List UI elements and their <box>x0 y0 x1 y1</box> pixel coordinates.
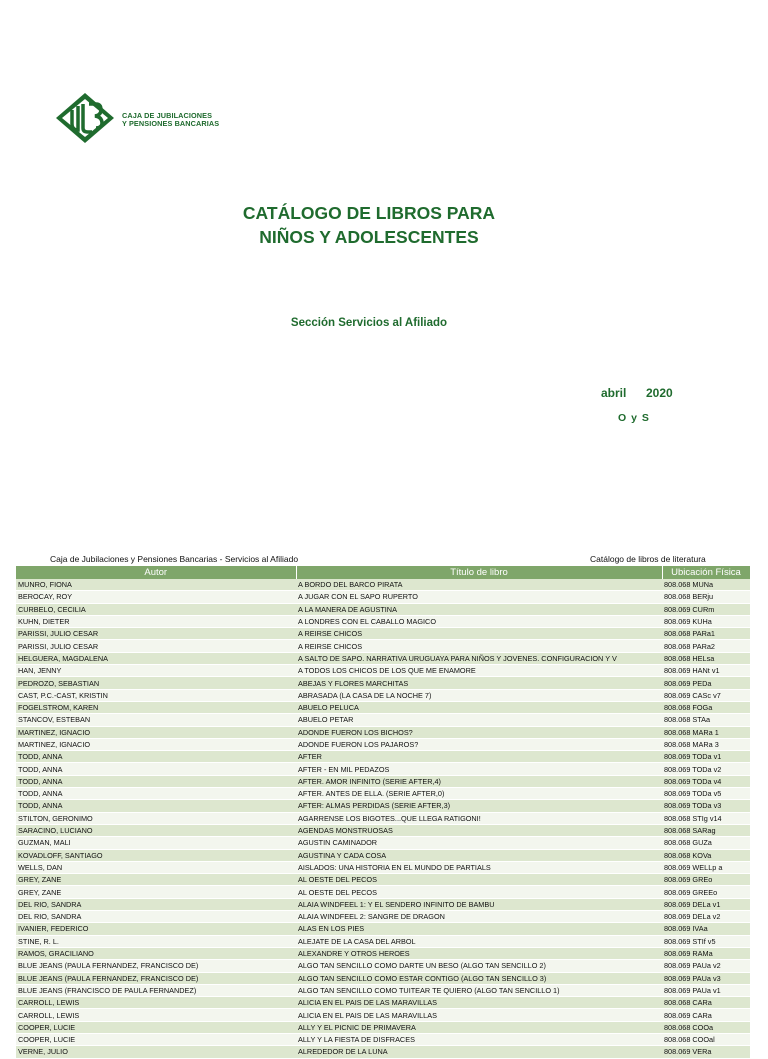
author-cell: STILTON, GERONIMO <box>16 812 296 824</box>
page-title-line1: CATÁLOGO DE LIBROS PARA <box>242 203 496 223</box>
location-cell: 808.068 COOa <box>662 1021 750 1033</box>
author-cell: HELGUERA, MAGDALENA <box>16 652 296 664</box>
title-cell: A BORDO DEL BARCO PIRATA <box>296 579 662 591</box>
author-cell: TODD, ANNA <box>16 788 296 800</box>
location-cell: 808.069 GREEo <box>662 886 750 898</box>
title-cell: AFTER: ALMAS PERDIDAS (SERIE AFTER,3) <box>296 800 662 812</box>
author-cell: IVANIER, FEDERICO <box>16 923 296 935</box>
page-title-line2: NIÑOS Y ADOLESCENTES <box>259 227 479 247</box>
author-cell: PARISSI, JULIO CESAR <box>16 628 296 640</box>
location-cell: 808.068 MUNa <box>662 579 750 591</box>
location-cell: 808.068 BERju <box>662 591 750 603</box>
table-row <box>16 652 750 664</box>
location-cell: 808.069 IVAa <box>662 923 750 935</box>
title-cell: A JUGAR CON EL SAPO RUPERTO <box>296 591 662 603</box>
logo-text-line1: CAJA DE JUBILACIONES <box>122 111 213 120</box>
table-row <box>16 701 750 713</box>
column-header-ubicacion: Ubicación Física <box>662 566 750 579</box>
column-header-titulo: Título de libro <box>296 566 662 579</box>
oys-label: O y S <box>618 412 650 424</box>
title-cell: ALAS EN LOS PIES <box>296 923 662 935</box>
title-cell: ALLY Y LA FIESTA DE DISFRACES <box>296 1033 662 1045</box>
title-cell: A REIRSE CHICOS <box>296 628 662 640</box>
title-cell: A SALTO DE SAPO. NARRATIVA URUGUAYA PARA NIÑOS Y JOVENES. CONFIGURACION Y V <box>296 652 662 664</box>
title-cell: AISLADOS: UNA HISTORIA EN EL MUNDO DE PARTIALS <box>296 861 662 873</box>
author-cell: HAN, JENNY <box>16 665 296 677</box>
title-cell: AGENDAS MONSTRUOSAS <box>296 824 662 836</box>
title-cell: AL OESTE DEL PECOS <box>296 886 662 898</box>
table-row <box>16 763 750 775</box>
author-cell: VERNE, JULIO <box>16 1046 296 1058</box>
title-cell: AFTER <box>296 751 662 763</box>
author-cell: BLUE JEANS (PAULA FERNANDEZ, FRANCISCO DE) <box>16 960 296 972</box>
table-row <box>16 960 750 972</box>
author-cell: GREY, ZANE <box>16 874 296 886</box>
location-cell: 808.068 COOal <box>662 1033 750 1045</box>
title-cell: ABUELO PELUCA <box>296 701 662 713</box>
title-cell: AGUSTINA Y CADA COSA <box>296 849 662 861</box>
table-row <box>16 788 750 800</box>
author-cell: FOGELSTROM, KAREN <box>16 701 296 713</box>
location-cell: 808.068 PARa2 <box>662 640 750 652</box>
catalog-table <box>16 566 751 1059</box>
table-row <box>16 812 750 824</box>
table-row <box>16 640 750 652</box>
author-cell: CARROLL, LEWIS <box>16 1009 296 1021</box>
location-cell: 808.069 STIf v5 <box>662 935 750 947</box>
cjpb-logo-icon <box>54 92 116 144</box>
author-cell: KOVADLOFF, SANTIAGO <box>16 849 296 861</box>
table-row <box>16 751 750 763</box>
title-cell: A LONDRES CON EL CABALLO MAGICO <box>296 615 662 627</box>
table-row <box>16 837 750 849</box>
title-cell: A REIRSE CHICOS <box>296 640 662 652</box>
title-cell: AFTER. AMOR INFINITO (SERIE AFTER,4) <box>296 775 662 787</box>
table-row <box>16 1021 750 1033</box>
table-row <box>16 628 750 640</box>
location-cell: 808.069 TODa v1 <box>662 751 750 763</box>
page-header-right: Catálogo de libros de literatura <box>590 554 706 564</box>
location-cell: 808.069 DELa v2 <box>662 911 750 923</box>
table-row <box>16 800 750 812</box>
table-row <box>16 861 750 873</box>
title-cell: ABEJAS Y FLORES MARCHITAS <box>296 677 662 689</box>
table-row <box>16 1033 750 1045</box>
author-cell: BEROCAY, ROY <box>16 591 296 603</box>
table-row <box>16 984 750 996</box>
table-row <box>16 911 750 923</box>
title-cell: ALAIA WINDFEEL 1: Y EL SENDERO INFINITO DE BAMBU <box>296 898 662 910</box>
section-subtitle: Sección Servicios al Afiliado <box>290 317 448 329</box>
author-cell: MARTINEZ, IGNACIO <box>16 738 296 750</box>
table-row <box>16 714 750 726</box>
location-cell: 808.069 PEDa <box>662 677 750 689</box>
location-cell: 808.069 PAUa v2 <box>662 960 750 972</box>
author-cell: KUHN, DIETER <box>16 615 296 627</box>
title-cell: ALICIA EN EL PAIS DE LAS MARAVILLAS <box>296 1009 662 1021</box>
location-cell: 808.068 PARa1 <box>662 628 750 640</box>
location-cell: 808.069 WELLp a <box>662 861 750 873</box>
author-cell: PEDROZO, SEBASTIAN <box>16 677 296 689</box>
location-cell: 808.068 HELsa <box>662 652 750 664</box>
table-row <box>16 886 750 898</box>
location-cell: 808.068 CARa <box>662 997 750 1009</box>
location-cell: 808.069 DELa v1 <box>662 898 750 910</box>
location-cell: 808.069 CURm <box>662 603 750 615</box>
table-row <box>16 972 750 984</box>
location-cell: 808.068 GUZa <box>662 837 750 849</box>
logo <box>54 92 224 144</box>
table-row <box>16 874 750 886</box>
title-cell: ALGO TAN SENCILLO COMO DARTE UN BESO (ALGO TAN SENCILLO 2) <box>296 960 662 972</box>
location-cell: 808.068 SARag <box>662 824 750 836</box>
location-cell: 808.069 PAUa v3 <box>662 972 750 984</box>
location-cell: 808.069 TODa v2 <box>662 763 750 775</box>
location-cell: 808.068 STIg v14 <box>662 812 750 824</box>
author-cell: WELLS, DAN <box>16 861 296 873</box>
author-cell: STINE, R. L. <box>16 935 296 947</box>
title-cell: ALEJATE DE LA CASA DEL ARBOL <box>296 935 662 947</box>
author-cell: BLUE JEANS (PAULA FERNANDEZ, FRANCISCO DE) <box>16 972 296 984</box>
author-cell: CARROLL, LEWIS <box>16 997 296 1009</box>
author-cell: GREY, ZANE <box>16 886 296 898</box>
title-cell: ABUELO PETAR <box>296 714 662 726</box>
title-cell: ALGO TAN SENCILLO COMO TUITEAR TE QUIERO (ALGO TAN SENCILLO 1) <box>296 984 662 996</box>
location-cell: 808.069 CASc v7 <box>662 689 750 701</box>
page-header-left: Caja de Jubilaciones y Pensiones Bancarias - Servicios al Afiliado <box>50 554 299 564</box>
table-row <box>16 935 750 947</box>
table-row <box>16 603 750 615</box>
author-cell: TODD, ANNA <box>16 751 296 763</box>
location-cell: 808.069 CARa <box>662 1009 750 1021</box>
location-cell: 808.069 VERa <box>662 1046 750 1058</box>
table-row <box>16 665 750 677</box>
location-cell: 808.069 TODa v5 <box>662 788 750 800</box>
author-cell: SARACINO, LUCIANO <box>16 824 296 836</box>
table-row <box>16 579 750 591</box>
author-cell: COOPER, LUCIE <box>16 1021 296 1033</box>
location-cell: 808.069 GREo <box>662 874 750 886</box>
location-cell: 808.068 MARa 1 <box>662 726 750 738</box>
author-cell: DEL RIO, SANDRA <box>16 911 296 923</box>
title-cell: ALREDEDOR DE LA LUNA <box>296 1046 662 1058</box>
date-year: 2020 <box>646 386 673 400</box>
author-cell: TODD, ANNA <box>16 775 296 787</box>
title-cell: A LA MANERA DE AGUSTINA <box>296 603 662 615</box>
title-cell: ALAIA WINDFEEL 2: SANGRE DE DRAGON <box>296 911 662 923</box>
title-cell: ALICIA EN EL PAIS DE LAS MARAVILLAS <box>296 997 662 1009</box>
author-cell: GUZMAN, MALI <box>16 837 296 849</box>
table-row <box>16 898 750 910</box>
title-cell: ALEXANDRE Y OTROS HEROES <box>296 947 662 959</box>
table-row <box>16 1009 750 1021</box>
title-cell: AGARRENSE LOS BIGOTES...QUE LLEGA RATIGONI! <box>296 812 662 824</box>
table-row <box>16 849 750 861</box>
table-row <box>16 824 750 836</box>
table-row <box>16 677 750 689</box>
title-cell: ADONDE FUERON LOS BICHOS? <box>296 726 662 738</box>
author-cell: BLUE JEANS (FRANCISCO DE PAULA FERNANDEZ) <box>16 984 296 996</box>
title-cell: AFTER - EN MIL PEDAZOS <box>296 763 662 775</box>
location-cell: 808.068 STAa <box>662 714 750 726</box>
location-cell: 808.069 RAMa <box>662 947 750 959</box>
date-month: abril <box>601 386 627 400</box>
location-cell: 808.068 FOGa <box>662 701 750 713</box>
table-row <box>16 923 750 935</box>
table-row <box>16 738 750 750</box>
location-cell: 808.069 HANt v1 <box>662 665 750 677</box>
title-cell: AFTER. ANTES DE ELLA. (SERIE AFTER,0) <box>296 788 662 800</box>
author-cell: RAMOS, GRACILIANO <box>16 947 296 959</box>
author-cell: CAST, P.C.-CAST, KRISTIN <box>16 689 296 701</box>
table-row <box>16 997 750 1009</box>
location-cell: 808.068 MARa 3 <box>662 738 750 750</box>
table-row <box>16 689 750 701</box>
title-cell: ABRASADA (LA CASA DE LA NOCHE 7) <box>296 689 662 701</box>
table-row <box>16 591 750 603</box>
author-cell: MARTINEZ, IGNACIO <box>16 726 296 738</box>
table-row <box>16 615 750 627</box>
author-cell: MUNRO, FIONA <box>16 579 296 591</box>
location-cell: 808.069 PAUa v1 <box>662 984 750 996</box>
title-cell: ALGO TAN SENCILLO COMO ESTAR CONTIGO (ALGO TAN SENCILLO 3) <box>296 972 662 984</box>
author-cell: DEL RIO, SANDRA <box>16 898 296 910</box>
title-cell: ADONDE FUERON LOS PAJAROS? <box>296 738 662 750</box>
location-cell: 808.068 KOVa <box>662 849 750 861</box>
logo-text <box>122 112 219 128</box>
author-cell: TODD, ANNA <box>16 800 296 812</box>
column-header-autor: Autor <box>16 566 296 579</box>
location-cell: 808.069 TODa v4 <box>662 775 750 787</box>
location-cell: 808.069 KUHa <box>662 615 750 627</box>
table-row <box>16 775 750 787</box>
title-cell: A TODOS LOS CHICOS DE LOS QUE ME ENAMORE <box>296 665 662 677</box>
title-cell: ALLY Y EL PICNIC DE PRIMAVERA <box>296 1021 662 1033</box>
title-cell: AL OESTE DEL PECOS <box>296 874 662 886</box>
table-body <box>16 579 750 1058</box>
location-cell: 808.069 TODa v3 <box>662 800 750 812</box>
table-header-row <box>16 566 750 579</box>
author-cell: STANCOV, ESTEBAN <box>16 714 296 726</box>
author-cell: CURBELO, CECILIA <box>16 603 296 615</box>
table-row <box>16 726 750 738</box>
author-cell: COOPER, LUCIE <box>16 1033 296 1045</box>
table-row <box>16 1046 750 1058</box>
title-cell: AGUSTIN CAMINADOR <box>296 837 662 849</box>
author-cell: PARISSI, JULIO CESAR <box>16 640 296 652</box>
table-row <box>16 947 750 959</box>
author-cell: TODD, ANNA <box>16 763 296 775</box>
logo-text-line2: Y PENSIONES BANCARIAS <box>122 119 220 128</box>
